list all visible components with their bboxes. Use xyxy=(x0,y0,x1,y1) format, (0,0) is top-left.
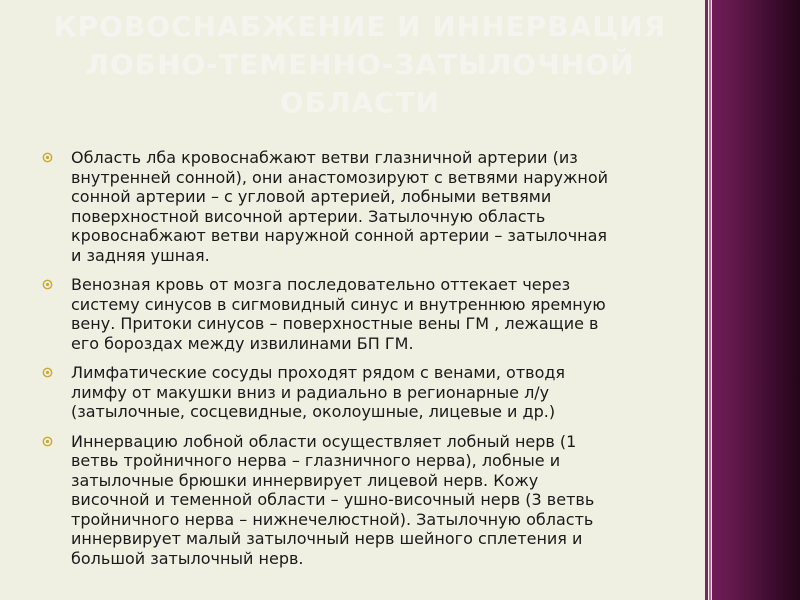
title-line: ЛОБНО-ТЕМЕННО-ЗАТЫЛОЧНОЙ xyxy=(85,48,635,81)
bullet-line: поверхностной височной артерии. Затылочную область xyxy=(71,206,546,226)
bullet-line: кровоснабжают ветви наружной сонной артерии – затылочная xyxy=(71,226,608,245)
bullet-line: вену. Притоки синусов – поверхностные вены ГМ , лежащие в xyxy=(71,314,599,333)
title-line: КРОВОСНАБЖЕНИЕ И ИННЕРВАЦИЯ xyxy=(53,10,667,43)
bullet-line: большой затылочный нерв. xyxy=(71,548,304,568)
bullet-line: его бороздах между извилинами БП ГМ. xyxy=(71,333,414,353)
bullet-line: (затылочные, сосцевидные, околоушные, лицевые и др.) xyxy=(71,402,556,421)
bullet-line: лимфу от макушки вниз и радиально в регионарные л/у xyxy=(71,382,550,402)
bullet-line: внутренней сонной), они анастомозируют с ветвями наружной xyxy=(71,167,609,187)
title-line: ОБЛАСТИ xyxy=(279,86,441,119)
decorative-side-line xyxy=(705,0,708,600)
circle-bullet-icon xyxy=(42,367,53,378)
bullet-line: сонной артерии – с угловой артерией, лобными ветвями xyxy=(71,187,552,206)
circle-bullet-icon xyxy=(42,279,53,290)
bullet-item-lymphatic xyxy=(38,363,668,422)
bullet-line: затылочные брюшки иннервирует лицевой нерв. Кожу xyxy=(71,470,539,490)
bullet-line: иннервирует малый затылочный нерв шейного сплетения и xyxy=(71,529,583,548)
decorative-side-band xyxy=(712,0,800,600)
bullet-line: Лимфатические сосуды проходят рядом с венами, отводя xyxy=(71,363,566,382)
decorative-side-line-inner xyxy=(709,0,711,600)
bullet-line: ветвь тройничного нерва – глазничного нерва), лобные и xyxy=(71,451,561,470)
bullet-line: Венозная кровь от мозга последовательно оттекает через xyxy=(71,275,571,294)
bullet-item-innervation xyxy=(38,432,668,569)
bullet-line: и задняя ушная. xyxy=(71,245,210,265)
bullet-line: Область лба кровоснабжают ветви глазничной артерии (из xyxy=(71,148,578,167)
bullet-line: систему синусов в сигмовидный синус и внутреннюю яремную xyxy=(71,294,606,314)
bullet-line: тройничного нерва – нижнечелюстной). Затылочную область xyxy=(71,509,594,529)
bullet-list xyxy=(38,148,668,578)
circle-bullet-icon xyxy=(42,152,53,163)
bullet-item-blood-supply xyxy=(38,148,668,265)
circle-bullet-icon xyxy=(42,436,53,447)
bullet-line: височной и теменной области – ушно-височный нерв (3 ветвь xyxy=(71,490,595,509)
slide-title xyxy=(40,8,680,122)
bullet-line: Иннервацию лобной области осуществляет лобный нерв (1 xyxy=(71,431,577,451)
bullet-item-venous-drainage xyxy=(38,275,668,353)
